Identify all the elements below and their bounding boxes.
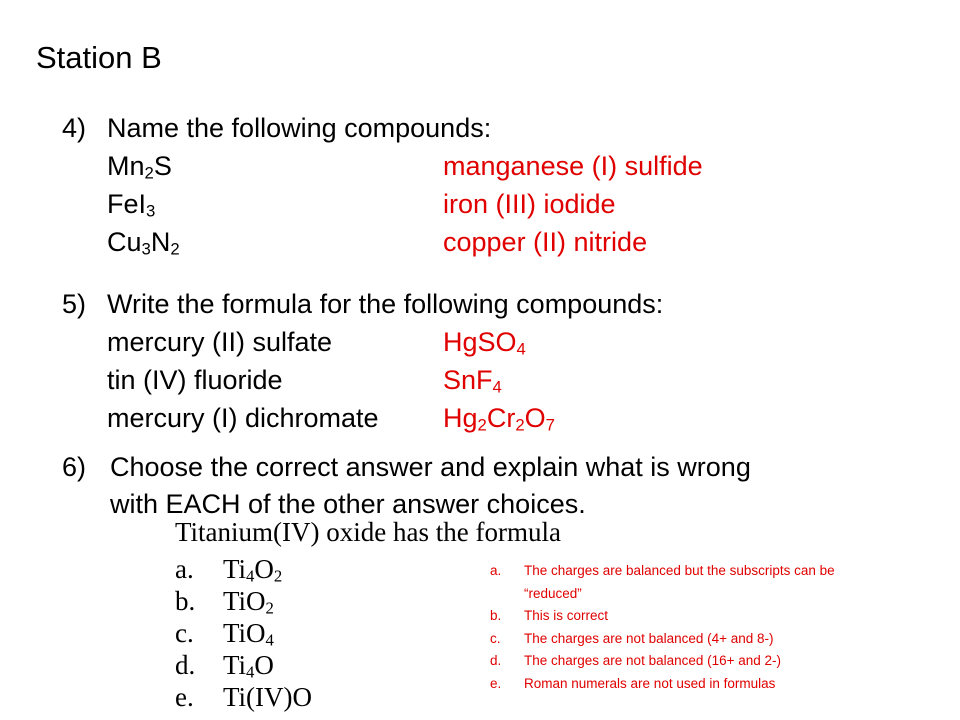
- explanations-list: [490, 560, 890, 695]
- explanation-e: e. Roman numerals are not used in formulas: [490, 675, 776, 691]
- question-5-number: 5): [62, 289, 87, 319]
- q4-answer-3: copper (II) nitride: [443, 227, 648, 257]
- explanation-b: b. This is correct: [490, 608, 609, 623]
- choice-c: c. TiO$_4$: [175, 618, 274, 650]
- explanation-d: d. The charges are not balanced (16+ and 2-): [490, 653, 782, 668]
- q5-answer-2: SnF$_4$: [443, 365, 502, 397]
- explanation-a: a. The charges are balanced but the subscripts can be “reduced”: [490, 563, 835, 601]
- question-4-number: 4): [62, 113, 87, 143]
- question-6-prompt-line-1: Choose the correct answer and explain what is wrong: [110, 452, 751, 482]
- choice-e: e. Ti(IV)O: [175, 682, 313, 712]
- q4-formula-1: $Mn_2S$: [107, 151, 172, 183]
- question-4-prompt: Name the following compounds:: [107, 113, 492, 143]
- q5-name-1: mercury (II) sulfate: [107, 327, 333, 357]
- scanned-question-text: Titanium(IV) oxide has the formula: [175, 517, 561, 547]
- q4-formula-3: $Cu_3N_2$: [107, 227, 180, 259]
- q4-answer-1: manganese (I) sulfide: [443, 151, 703, 181]
- choice-d: d. $Ti_4O$: [175, 650, 274, 682]
- slide-title: Station B: [36, 40, 162, 75]
- question-5-prompt: Write the formula for the following compounds:: [107, 289, 664, 319]
- choice-a: a. $Ti_4O_2$: [175, 554, 283, 586]
- q5-answer-3: $Hg_2Cr_2O_7$: [443, 403, 555, 435]
- question-6-prompt-line-2: with EACH of the other answer choices.: [110, 489, 586, 519]
- question-6-number: 6): [62, 452, 87, 482]
- q5-name-3: mercury (I) dichromate: [107, 403, 379, 433]
- q5-name-2: tin (IV) fluoride: [107, 365, 283, 395]
- q4-formula-2: FeI$_3$: [107, 189, 156, 221]
- choice-b: b. TiO$_2$: [175, 586, 274, 618]
- q4-answer-2: iron (III) iodide: [443, 189, 616, 219]
- q5-answer-1: HgSO$_4$: [443, 327, 526, 359]
- explanation-c: c. The charges are not balanced (4+ and 8-): [490, 630, 774, 646]
